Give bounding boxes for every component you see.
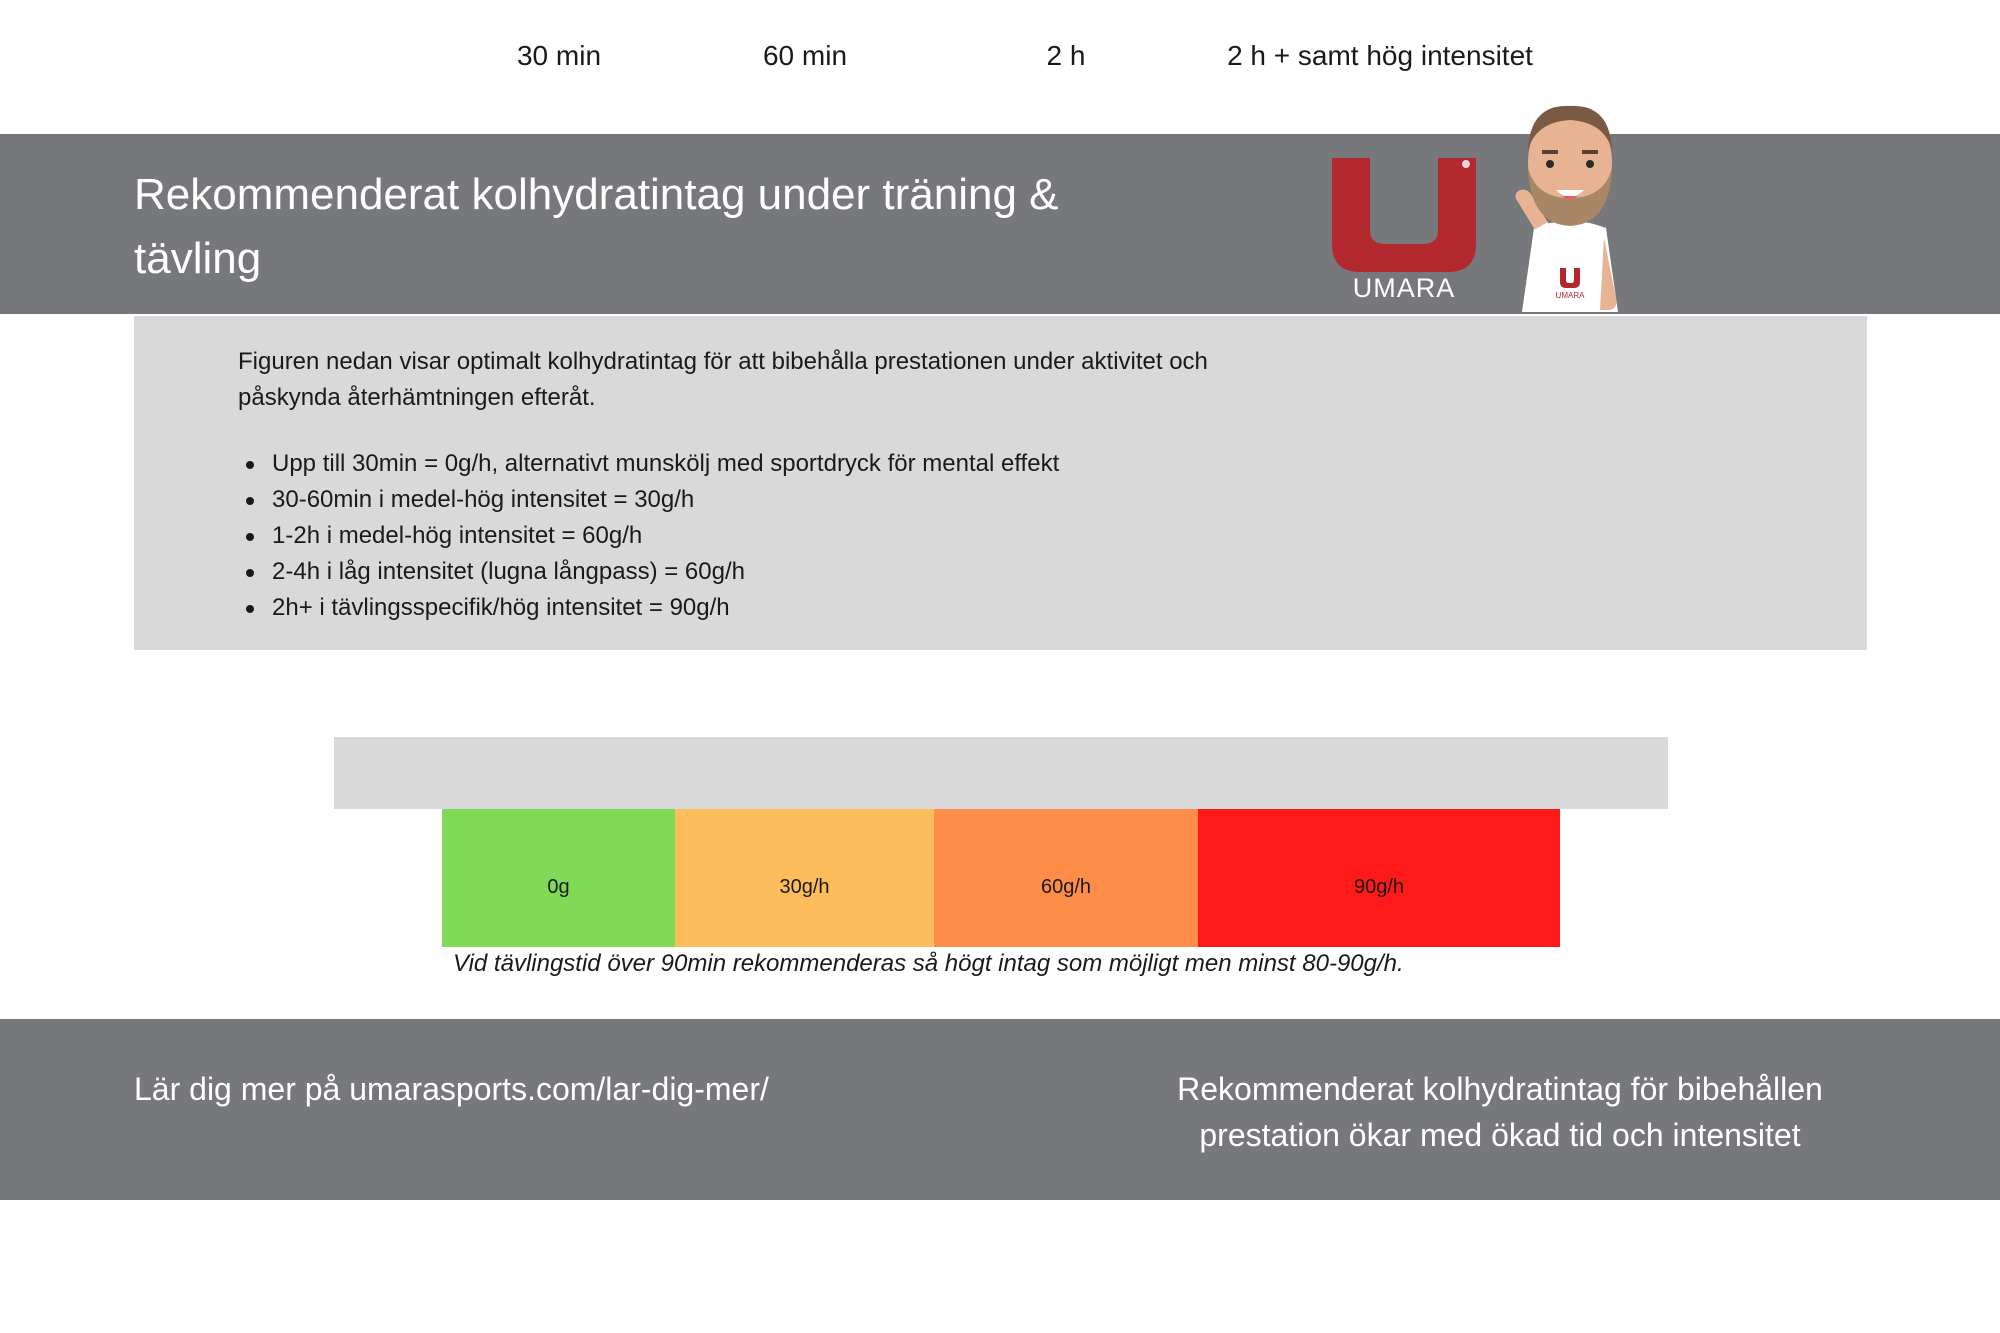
list-item-text: Upp till 30min = 0g/h, alternativt munskölj med sportdryck för mental effekt	[272, 450, 1060, 477]
list-item-text: 2h+ i tävlingsspecifik/hög intensitet = 90g/h	[272, 594, 730, 621]
scale-label-2h: 2 h	[1046, 40, 1086, 71]
bullet-icon	[246, 497, 254, 505]
scale-value: 60g/h	[1040, 875, 1092, 898]
scale-segment-orange	[934, 809, 1198, 947]
list-item-text: 30-60min i medel-hög intensitet = 30g/h	[272, 486, 695, 513]
scale-value: 90g/h	[1353, 875, 1405, 898]
scale-segment-yellow	[675, 809, 934, 947]
page-title: Rekommenderat kolhydratintag under träning & tävling	[134, 170, 1059, 283]
scale-segment-red	[1198, 809, 1560, 947]
list-item	[238, 446, 1059, 482]
bullet-icon	[246, 461, 254, 469]
list-item	[238, 554, 1059, 590]
list-item-text: 1-2h i medel-hög intensitet = 60g/h	[272, 522, 643, 549]
bullet-icon	[246, 569, 254, 577]
scale-label-30min: 30 min	[516, 40, 602, 71]
intro-text: Figuren nedan visar optimalt kolhydratintag för att bibehålla prestationen under aktivitet och påskynda återhämtningen efteråt.	[238, 348, 1208, 411]
scale-value: 0g	[547, 875, 570, 898]
list-item-text: 2-4h i låg intensitet (lugna långpass) = 60g/h	[272, 558, 745, 585]
umara-logo	[1330, 152, 1478, 300]
list-item	[238, 482, 1059, 518]
recommendation-list	[238, 446, 1059, 626]
scale-segment-green	[442, 809, 675, 947]
svg-text:UMARA: UMARA	[1555, 291, 1585, 300]
scale-note: Vid tävlingstid över 90min rekommenderas så högt intag som möjligt men minst 80-90g/h.	[453, 950, 1404, 977]
learn-more-link[interactable]: Lär dig mer på umarasports.com/lar-dig-mer/	[134, 1071, 769, 1107]
list-item	[238, 590, 1059, 626]
bullet-icon	[246, 533, 254, 541]
svg-text:UMARA: UMARA	[1352, 273, 1456, 300]
scale-value: 30g/h	[779, 875, 830, 898]
scale-label-60min: 60 min	[762, 40, 848, 71]
scale-header	[334, 737, 1668, 809]
list-item	[238, 518, 1059, 554]
scale-label-2h-plus: 2 h + samt hög intensitet	[1227, 40, 1533, 71]
bullet-icon	[246, 605, 254, 613]
footer-summary: Rekommenderat kolhydratintag för bibehållen prestation ökar med ökad tid och intensitet	[1177, 1071, 1823, 1153]
info-panel	[134, 316, 1867, 650]
mascot-illustration	[1500, 98, 1640, 312]
